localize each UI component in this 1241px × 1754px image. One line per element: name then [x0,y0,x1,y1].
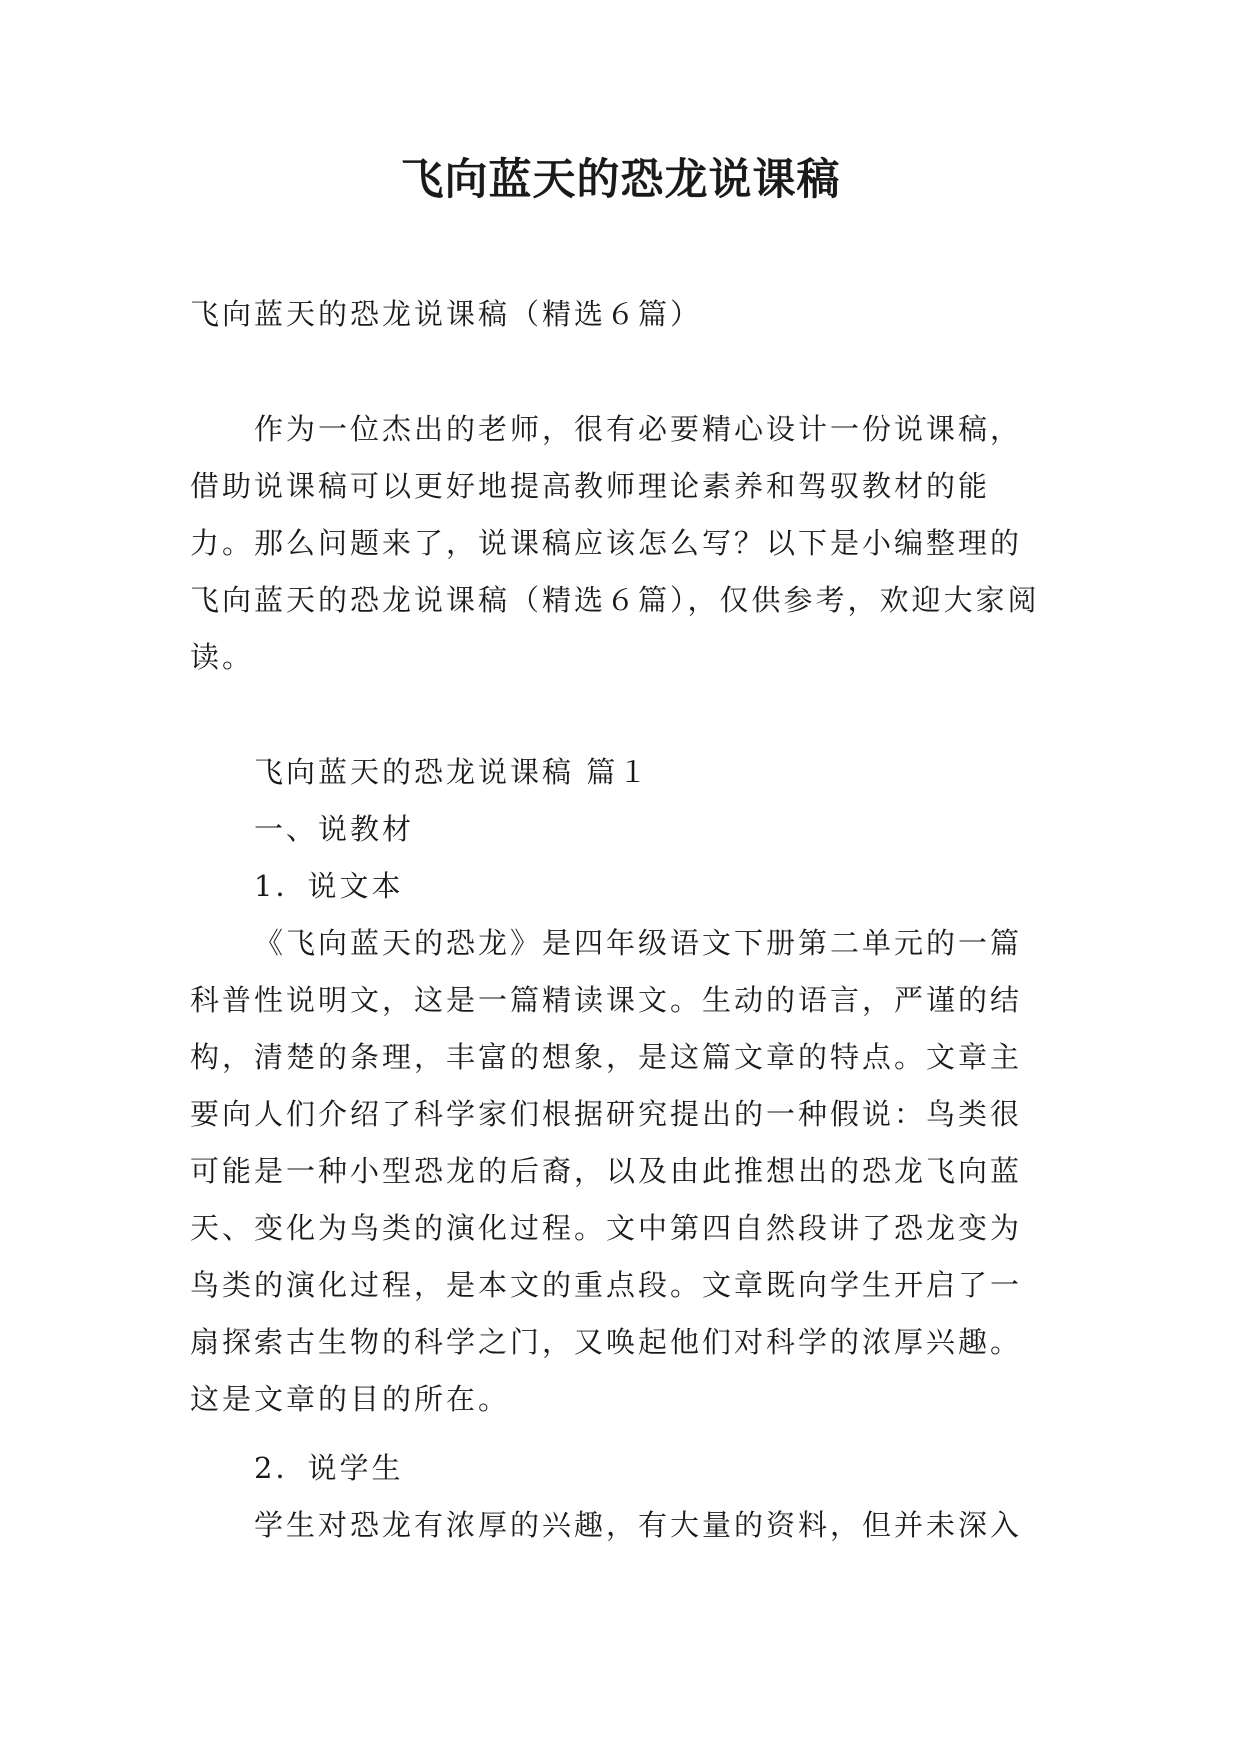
section-heading: 飞向蓝天的恐龙说课稿 篇１ [254,755,651,789]
part-heading: 一、说教材 [254,812,415,846]
document-title: 飞向蓝天的恐龙说课稿 [400,155,841,205]
intro-paragraph: 作为一位杰出的老师，很有必要精心设计一份说课稿，借助说课稿可以更好地提高教师理论素养和驾驭教材的能力。那么问题来了，说课稿应该怎么写？以下是小编整理的飞向蓝天的恐龙说课稿（精选６篇），仅供参考，欢迎大家阅读。 [190,412,1040,674]
document-subtitle: 飞向蓝天的恐龙说课稿（精选６篇） [190,297,703,331]
item1-heading: 1．说文本 [254,869,404,903]
item2-paragraph: 学生对恐龙有浓厚的兴趣，有大量的资料，但并未深入 [254,1508,1023,1542]
item2-heading: 2．说学生 [254,1451,404,1485]
item1-paragraph: 《飞向蓝天的恐龙》是四年级语文下册第二单元的一篇科普性说明文，这是一篇精读课文。生动的语言，严谨的结构，清楚的条理，丰富的想象，是这篇文章的特点。文章主要向人们介绍了科学家们根据研究提出的一种假说：鸟类很可能是一种小型恐龙的后裔，以及由此推想出的恐龙飞向蓝天、变化为鸟类的演化过程。文中第四自然段讲了恐龙变为鸟类的演化过程，是本文的重点段。文章既向学生开启了一扇探索古生物的科学之门，又唤起他们对科学的浓厚兴趣。这是文章的目的所在。 [190,926,1023,1416]
